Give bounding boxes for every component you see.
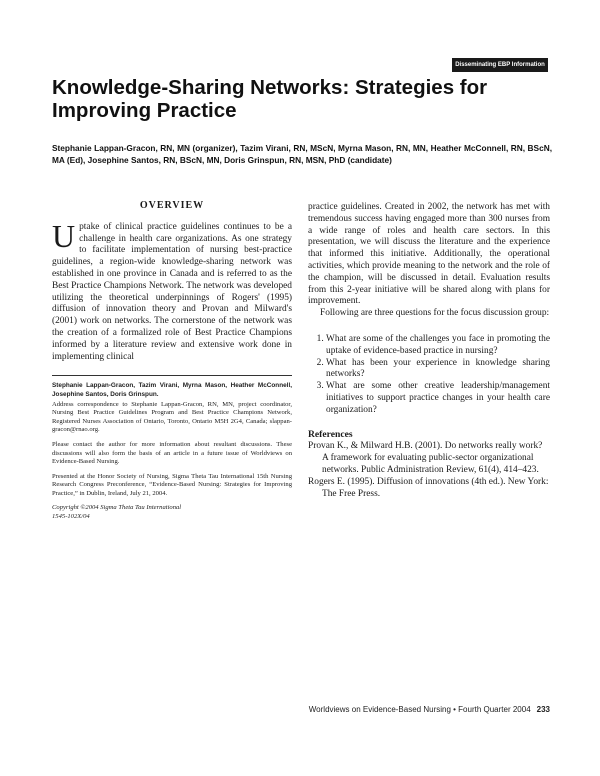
references-heading: References: [308, 428, 353, 440]
footnote-authors: Stephanie Lappan-Gracon, Tazim Virani, Myrna Mason, Heather McConnell, Josephine Santos, Doris Grinspun.: [52, 382, 292, 398]
overview-paragraph-1-continued: practice guidelines. Created in 2002, the network has met with tremendous success having engaged more than 300 nurses from a wide range of roles and health care sectors. In this presentation, we will discuss the literature and the experience that informed this initiative. Additionally, the operational activities, which provide meaning to the network and the role of the champion, will be discussed in detail. Evaluation results from this 2-year initiative will be shared along with plans for improvement.: [308, 202, 550, 307]
footer-journal: Worldviews on Evidence-Based Nursing • Fourth Quarter 2004: [308, 705, 531, 714]
drop-cap: U: [52, 217, 76, 254]
footnote-copyright: Copyright ©2004 Sigma Theta Tau International: [52, 504, 182, 512]
overview-paragraph-1: [52, 217, 292, 364]
question-list: [308, 334, 550, 417]
footnote-divider: [52, 375, 292, 376]
author-list: Stephanie Lappan-Gracon, RN, MN (organizer), Tazim Virani, RN, MScN, Myrna Mason, RN, MN, Heather McConnell, RN, BScN, MA (Ed), Josephine Santos, RN, BScN, MN, Doris Grinspun, RN, MSN, PhD (candidate): [52, 143, 552, 165]
reference-item: Provan K., & Milward H.B. (2001). Do networks really work? A framework for evaluating public-sector organizational networks. Public Administration Review, 61(4), 414–423.: [308, 441, 543, 475]
footnote-presented: Presented at the Honor Society of Nursing, Sigma Theta Tau International 15th Nursing Research Congress Preconference, “Evidence-Based Nursing: Strategies for Improving Practice,” in Dublin, Ireland, July 21, 2004.: [52, 472, 292, 497]
overview-heading: OVERVIEW: [139, 200, 205, 211]
question-item: 1. What are some of the challenges you face in promoting the uptake of evidence-based practice in nursing?: [326, 334, 550, 358]
question-item: 3. What are some other creative leadership/management initiatives to support practice changes in your health care organization?: [326, 381, 550, 416]
overview-paragraph-2: Following are three questions for the focus discussion group:: [320, 308, 550, 319]
footnote-correspondence: Address correspondence to Stephanie Lappan-Gracon, RN, MN, project coordinator, Nursing Best Practice Guidelines Program and Best Practice Champions Network, Registered Nurses Association of Ontario, Toronto, Ontario M5H 2G4, Canada; slappan-gracon@rnao.org.: [52, 400, 292, 434]
overview-paragraph-1-text: ptake of clinical practice guidelines continues to be a challenge in health care organizations. As one strategy to facilitate implementation of nursing best-practice guidelines, a region-wide knowledge-sharing network was established in one province in Canada and is referred to as the Best Practice Champions Network. The network was developed utilizing the theoretical underpinnings of Rogers' (1995) diffusion of innovation theory and Provan and Milward's (2001) work on networks. The cornerstone of the network was the creation of a formalized role of Best Practice Champions informed by a literature review and extensive work done in implementing clinical: [52, 221, 292, 362]
page-number: 233: [536, 705, 550, 714]
left-column: [52, 200, 292, 522]
right-column: [308, 202, 550, 500]
article-title: Knowledge-Sharing Networks: Strategies for Improving Practice: [52, 76, 488, 122]
section-badge: Disseminating EBP Information: [452, 58, 548, 72]
page-footer: [300, 705, 550, 714]
footnote-issn: 1545-102X/04: [52, 513, 90, 521]
reference-item: Rogers E. (1995). Diffusion of innovations (4th ed.). New York: The Free Press.: [308, 476, 549, 499]
footnote-contact: Please contact the author for more information about resultant discussions. These discussions will also form the basis of an article in a future issue of Worldviews on Evidence-Based Nursing.: [52, 440, 292, 466]
question-item: 2. What has been your experience in knowledge sharing networks?: [326, 358, 550, 382]
